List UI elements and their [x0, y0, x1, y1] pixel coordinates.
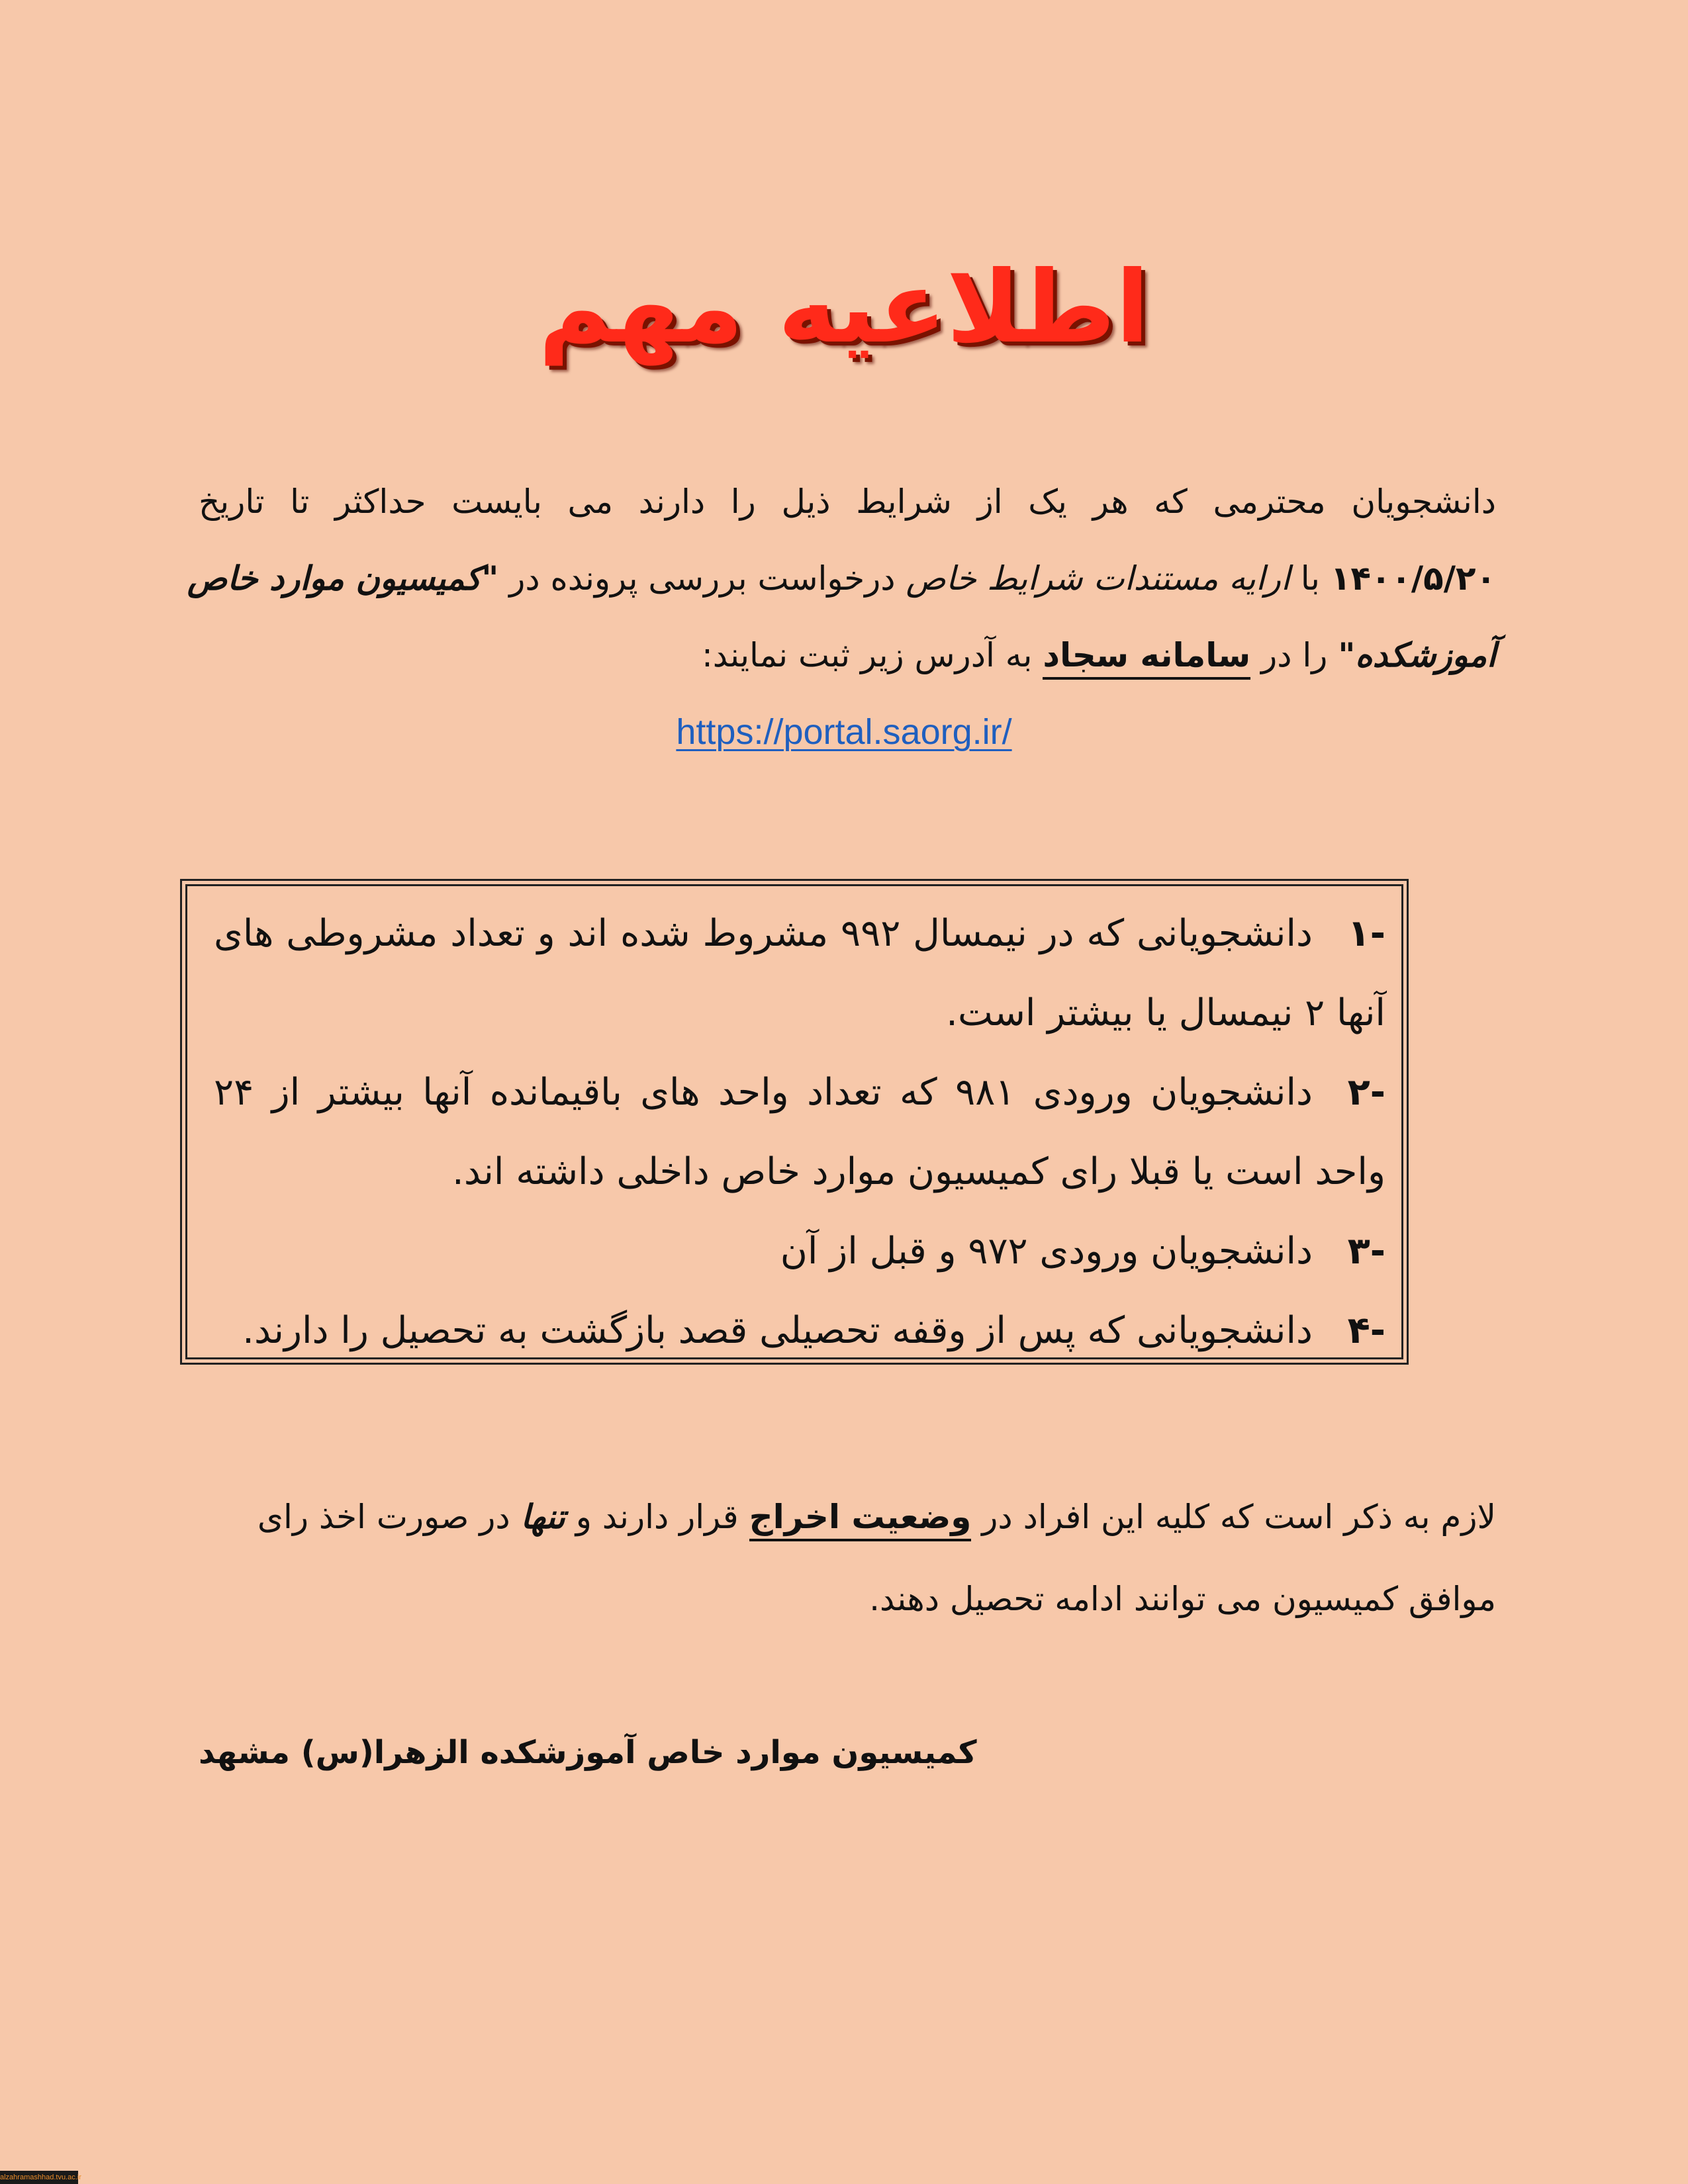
condition-number: -۳	[1347, 1230, 1385, 1273]
condition-text: دانشجویان ورودی ۹۷۲ و قبل از آن	[780, 1230, 1313, 1273]
intro-ra-dar: را در	[1250, 636, 1338, 674]
intro-line-3	[199, 617, 1496, 694]
condition-item-3	[207, 1212, 1385, 1291]
condition-number: -۱	[1347, 912, 1385, 955]
condition-text: دانشجویانی که پس از وقفه تحصیلی قصد بازگشت به تحصیل را دارند.	[242, 1309, 1313, 1352]
intro-line-1: دانشجویان محترمی که هر یک از شرایط ذیل را دارند می بایست حداکثر تا تاریخ	[199, 482, 1496, 521]
expulsion-status: وضعیت اخراج	[749, 1498, 972, 1541]
note-paragraph	[199, 1476, 1496, 1640]
link-container	[0, 711, 1688, 752]
intro-paragraph	[187, 463, 1496, 694]
intro-line-2	[187, 540, 1496, 617]
watermark: alzahramashhad.tvu.ac.ir	[0, 2171, 78, 2184]
portal-link[interactable]: https://portal.saorg.ir/	[676, 712, 1012, 752]
note-only: تنها	[520, 1498, 565, 1536]
condition-item-1	[207, 894, 1385, 974]
intro-request: درخواست بررسی پرونده در	[498, 559, 906, 598]
note-part-2: قرار دارند و	[565, 1498, 749, 1536]
faculty-word: آموزشکده"	[1338, 636, 1496, 674]
condition-text: دانشجویان ورودی ۹۸۱ که تعداد واحد های باقیمانده آنها بیشتر از ۲۴	[214, 1071, 1313, 1114]
intro-register: به آدرس زیر ثبت نمایند:	[701, 636, 1043, 674]
conditions-box	[180, 879, 1409, 1365]
condition-item-2-continued: واحد است یا قبلا رای کمیسیون موارد خاص داخلی داشته اند.	[452, 1150, 1385, 1193]
conditions-list	[185, 884, 1403, 1359]
condition-item-4	[207, 1291, 1385, 1371]
intro-with: با	[1289, 559, 1331, 598]
condition-number: -۲	[1347, 1071, 1385, 1114]
condition-text: دانشجویانی که در نیمسال ۹۹۲ مشروط شده اند و تعداد مشروطی های	[214, 912, 1313, 955]
note-line-2: موافق کمیسیون می توانند ادامه تحصیل دهند.	[869, 1580, 1496, 1618]
system-name: سامانه سجاد	[1043, 636, 1250, 680]
committee-name: "کمیسیون موارد خاص	[187, 559, 499, 598]
signature	[199, 1734, 1496, 1771]
submit-documents: ارایه مستندات شرایط خاص	[906, 559, 1290, 598]
note-part-1: لازم به ذکر است که کلیه این افراد در	[971, 1498, 1496, 1536]
condition-item-2	[207, 1053, 1385, 1132]
note-line-1	[199, 1476, 1496, 1558]
condition-number: -۴	[1347, 1309, 1385, 1352]
note-part-3: در صورت اخذ رای	[257, 1498, 521, 1536]
deadline-date: ۱۴۰۰/۵/۲۰	[1330, 559, 1496, 598]
condition-item-1-continued: آنها ۲ نیمسال یا بیشتر است.	[946, 991, 1385, 1034]
signature-text: کمیسیون موارد خاص آموزشکده الزهرا(س) مشهد	[199, 1734, 977, 1771]
page-title: اطلاعیه مهم	[538, 250, 1150, 365]
